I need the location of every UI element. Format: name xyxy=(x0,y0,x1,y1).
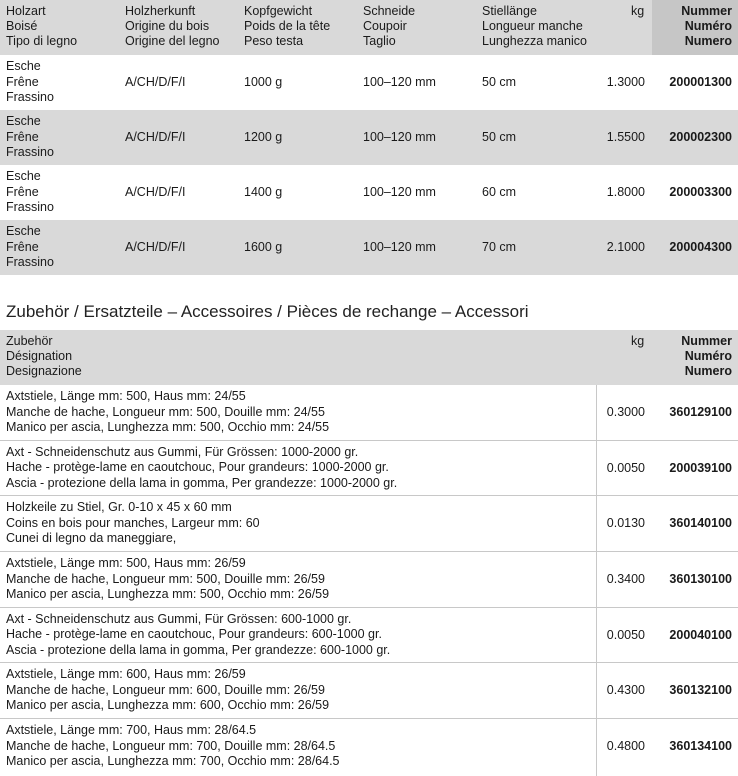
header-wood: Holzart Boisé Tipo di legno xyxy=(6,4,78,48)
number-cell: 200040100 xyxy=(669,627,732,642)
handle-cell: 50 cm xyxy=(482,75,517,89)
number-cell: 360134100 xyxy=(669,739,732,754)
axe-table-header xyxy=(0,0,738,55)
designation-cell: Axtstiele, Länge mm: 600, Haus mm: 26/59 Manche de hache, Longueur mm: 600, Douille mm: 26/59 Manico per ascia, Lunghezza mm: 600, Occhio mm: 26/59 xyxy=(6,667,330,713)
table-row xyxy=(0,220,738,275)
accessories-table xyxy=(0,330,738,775)
kg-cell: 2.1000 xyxy=(606,240,645,254)
table-row xyxy=(0,663,738,719)
header-edge: Schneide Coupoir Taglio xyxy=(363,4,416,48)
kg-cell: 0.3400 xyxy=(606,572,645,587)
weight-cell: 1000 g xyxy=(244,75,283,89)
designation-cell: Axt - Schneidenschutz aus Gummi, Für Grössen: 1000-2000 gr. Hache - protège-lame en caoutchouc, Pour grandeurs: 1000-2000 gr. Ascia - protezione della lama in gomma, Per grandezze: 1000-2000 gr. xyxy=(6,444,398,490)
header-handle-length: Stiellänge Longueur manche Lunghezza manico xyxy=(482,4,587,48)
edge-cell: 100–120 mm xyxy=(363,75,436,89)
number-cell: 200003300 xyxy=(669,185,732,199)
weight-cell: 1200 g xyxy=(244,130,283,144)
table-row xyxy=(0,441,738,497)
table-row xyxy=(0,496,738,552)
edge-cell: 100–120 mm xyxy=(363,130,436,144)
table-row xyxy=(0,385,738,441)
designation-cell: Axtstiele, Länge mm: 500, Haus mm: 26/59 Manche de hache, Longueur mm: 500, Douille mm: 26/59 Manico per ascia, Lunghezza mm: 500, Occhio mm: 26/59 xyxy=(6,556,330,602)
kg-cell: 0.0130 xyxy=(606,516,645,531)
designation-cell: Axt - Schneidenschutz aus Gummi, Für Grössen: 600-1000 gr. Hache - protège-lame en caoutchouc, Pour grandeurs: 600-1000 gr. Ascia - protezione della lama in gomma, Per grandezze: 600-1000 gr. xyxy=(6,611,391,657)
header-weight: Kopfgewicht Poids de la tête Peso testa xyxy=(244,4,331,48)
header-kg: kg xyxy=(631,4,645,18)
header-designation: Zubehör Désignation Designazione xyxy=(6,334,82,378)
header-kg: kg xyxy=(631,334,645,348)
weight-cell: 1400 g xyxy=(244,185,283,199)
designation-cell: Axtstiele, Länge mm: 500, Haus mm: 24/55 Manche de hache, Longueur mm: 500, Douille mm: 24/55 Manico per ascia, Lunghezza mm: 500, Occhio mm: 24/55 xyxy=(6,389,330,434)
wood-cell: Esche Frêne Frassino xyxy=(6,114,54,159)
kg-cell: 1.3000 xyxy=(606,75,645,89)
table-row xyxy=(0,55,738,110)
edge-cell: 100–120 mm xyxy=(363,185,436,199)
handle-cell: 70 cm xyxy=(482,240,517,254)
kg-cell: 1.8000 xyxy=(606,185,645,199)
wood-cell: Esche Frêne Frassino xyxy=(6,224,54,269)
origin-cell: A/CH/D/F/I xyxy=(125,130,186,144)
table-row xyxy=(0,165,738,220)
section-title: Zubehör / Ersatzteile – Accessoires / Pièces de rechange – Accessori xyxy=(6,302,529,321)
kg-cell: 0.0050 xyxy=(606,460,645,475)
handle-cell: 60 cm xyxy=(482,185,517,199)
table-row xyxy=(0,608,738,664)
number-cell: 200001300 xyxy=(669,75,732,89)
number-cell: 360129100 xyxy=(669,405,732,419)
header-number: Nummer Numéro Numero xyxy=(681,334,732,378)
kg-cell: 0.0050 xyxy=(606,627,645,642)
kg-cell: 1.5500 xyxy=(606,130,645,144)
designation-cell: Holzkeile zu Stiel, Gr. 0-10 x 45 x 60 mm Coins en bois pour manches, Largeur mm: 60 Cunei di legno da maneggiare, xyxy=(6,500,260,546)
origin-cell: A/CH/D/F/I xyxy=(125,240,186,254)
table-row xyxy=(0,552,738,608)
origin-cell: A/CH/D/F/I xyxy=(125,75,186,89)
header-origin: Holzherkunft Origine du bois Origine del legno xyxy=(125,4,220,48)
wood-cell: Esche Frêne Frassino xyxy=(6,169,54,214)
header-number: Nummer Numéro Numero xyxy=(681,4,732,48)
kg-cell: 0.3000 xyxy=(606,405,645,419)
weight-cell: 1600 g xyxy=(244,240,283,254)
handle-cell: 50 cm xyxy=(482,130,517,144)
kg-cell: 0.4300 xyxy=(606,683,645,698)
wood-cell: Esche Frêne Frassino xyxy=(6,59,54,104)
number-cell: 200004300 xyxy=(669,240,732,254)
number-cell: 360140100 xyxy=(669,516,732,531)
designation-cell: Axtstiele, Länge mm: 700, Haus mm: 28/64.5 Manche de hache, Longueur mm: 700, Douille mm: 28/64.5 Manico per ascia, Lunghezza mm: 700, Occhio mm: 28/64.5 xyxy=(6,723,340,769)
table-row xyxy=(0,110,738,165)
number-cell: 360132100 xyxy=(669,683,732,698)
number-cell: 200039100 xyxy=(669,460,732,475)
table-row xyxy=(0,719,738,775)
number-cell: 200002300 xyxy=(669,130,732,144)
edge-cell: 100–120 mm xyxy=(363,240,436,254)
axe-table xyxy=(0,0,738,275)
accessories-table-header xyxy=(0,330,738,385)
number-cell: 360130100 xyxy=(669,572,732,587)
origin-cell: A/CH/D/F/I xyxy=(125,185,186,199)
kg-cell: 0.4800 xyxy=(606,739,645,754)
